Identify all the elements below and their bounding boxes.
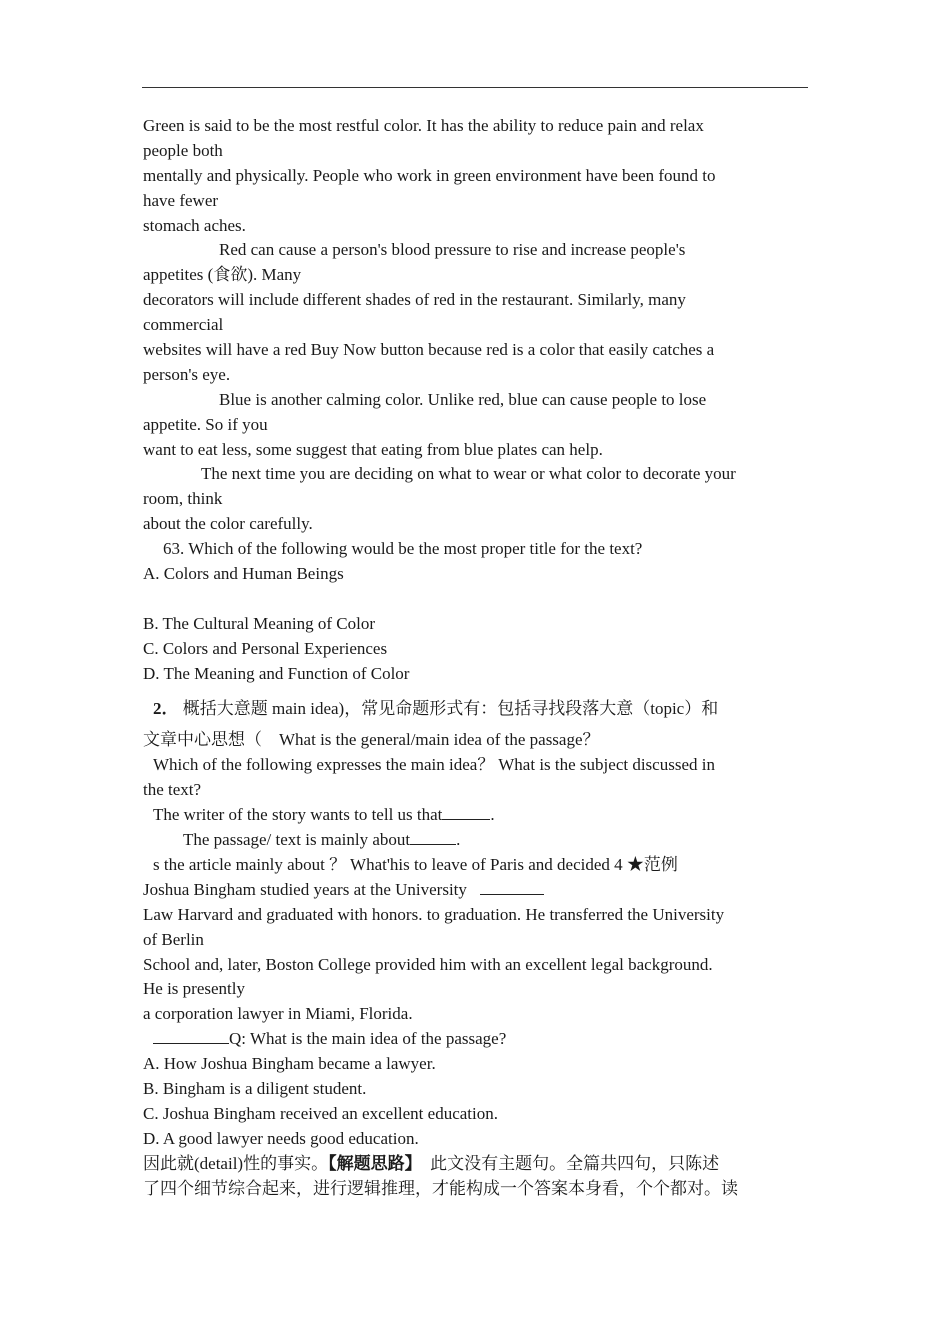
option-a: A. Colors and Human Beings xyxy=(143,564,344,584)
spacer xyxy=(143,587,808,612)
example-option-d: D. A good lawyer needs good education. xyxy=(143,1128,419,1148)
analysis-line xyxy=(143,1152,808,1177)
main-idea-text: The passage/ text is mainly about xyxy=(183,830,411,850)
passage-line: want to eat less, some suggest that eating from blue plates can help. xyxy=(143,439,603,459)
passage-line: about the color carefully. xyxy=(143,514,313,534)
option-c: C. Colors and Personal Experiences xyxy=(143,638,388,658)
example-line: a corporation lawyer in Miami, Florida. xyxy=(143,1004,413,1024)
main-idea-line: s the article mainly about ？ What'his to leave of Paris and decided 4 ★范例 xyxy=(153,854,678,874)
answer-blank xyxy=(480,880,544,895)
main-idea-line: the text? xyxy=(143,780,202,800)
passage-line: commercial xyxy=(143,315,224,335)
main-idea-line: Which of the following expresses the main idea？ What is the subject discussed in xyxy=(153,755,715,775)
option-d: D. The Meaning and Function of Color xyxy=(143,663,410,683)
passage-line: The next time you are deciding on what to wear or what color to decorate your xyxy=(201,464,736,484)
analysis-line: 了四个细节综合起来，进行逻辑推理，才能构成一个答案本身看，个个都对。读 xyxy=(143,1178,738,1198)
document-body xyxy=(143,114,808,1201)
example-line: School and, later, Boston College provided him with an excellent legal background. xyxy=(143,954,713,974)
passage-line: people both xyxy=(143,140,223,160)
answer-blank xyxy=(410,830,456,845)
passage-line: have fewer xyxy=(143,190,219,210)
option-b: B. The Cultural Meaning of Color xyxy=(143,613,375,633)
example-option-a: A. How Joshua Bingham became a lawyer. xyxy=(143,1054,436,1074)
passage-line: Green is said to be the most restful color. It has the ability to reduce pain and relax xyxy=(143,116,704,135)
passage-line: websites will have a red Buy Now button because red is a color that easily catches a xyxy=(143,340,715,360)
example-line: of Berlin xyxy=(143,929,204,949)
passage-line: mentally and physically. People who work in green environment have been found to xyxy=(143,165,716,185)
answer-blank xyxy=(442,805,490,820)
example-line xyxy=(143,878,808,903)
answer-blank xyxy=(153,1029,229,1044)
passage-line: appetites (食欲). Many xyxy=(143,265,302,285)
example-line: Law Harvard and graduated with honors. to graduation. He transferred the University xyxy=(143,904,725,924)
analysis-text: 此文没有主题句。全篇共四句，只陈述 xyxy=(413,1153,720,1173)
period: . xyxy=(490,805,495,825)
section-heading-text: 概括大意题 main idea)，常见命题形式有：包括寻找段落大意（topic）和 xyxy=(182,699,719,719)
passage-line: stomach aches. xyxy=(143,215,246,235)
passage-line: room, think xyxy=(143,489,223,509)
passage-line: decorators will include different shades of red in the restaurant. Similarly, many xyxy=(143,290,686,310)
main-idea-line: 文章中心思想（ What is the general/main idea of the passage？ xyxy=(143,730,600,750)
main-idea-line xyxy=(143,803,808,828)
passage-line: person's eye. xyxy=(143,364,231,384)
example-line: He is presently xyxy=(143,979,245,999)
section-number: 2． xyxy=(153,699,179,719)
example-option-c: C. Joshua Bingham received an excellent education. xyxy=(143,1103,498,1123)
period: . xyxy=(456,830,461,850)
example-question-text: Q: What is the main idea of the passage? xyxy=(229,1029,507,1049)
passage-line: appetite. So if you xyxy=(143,414,268,434)
example-text: Joshua Bingham studied years at the University xyxy=(143,879,467,899)
main-idea-line xyxy=(143,828,808,853)
main-idea-text: The writer of the story wants to tell us that xyxy=(153,805,443,825)
question-63-stem: 63. Which of the following would be the most proper title for the text? xyxy=(163,539,643,559)
analysis-text: 因此就(detail)性的事实。 xyxy=(143,1153,329,1173)
example-option-b: B. Bingham is a diligent student. xyxy=(143,1078,367,1098)
passage-line: Red can cause a person's blood pressure to rise and increase people's xyxy=(219,240,686,260)
section-heading xyxy=(143,694,808,724)
passage-line: Blue is another calming color. Unlike red, blue can cause people to lose xyxy=(219,389,707,409)
analysis-label: 【解题思路】 xyxy=(328,1153,414,1173)
header-rule xyxy=(142,87,808,88)
example-question xyxy=(143,1027,808,1052)
